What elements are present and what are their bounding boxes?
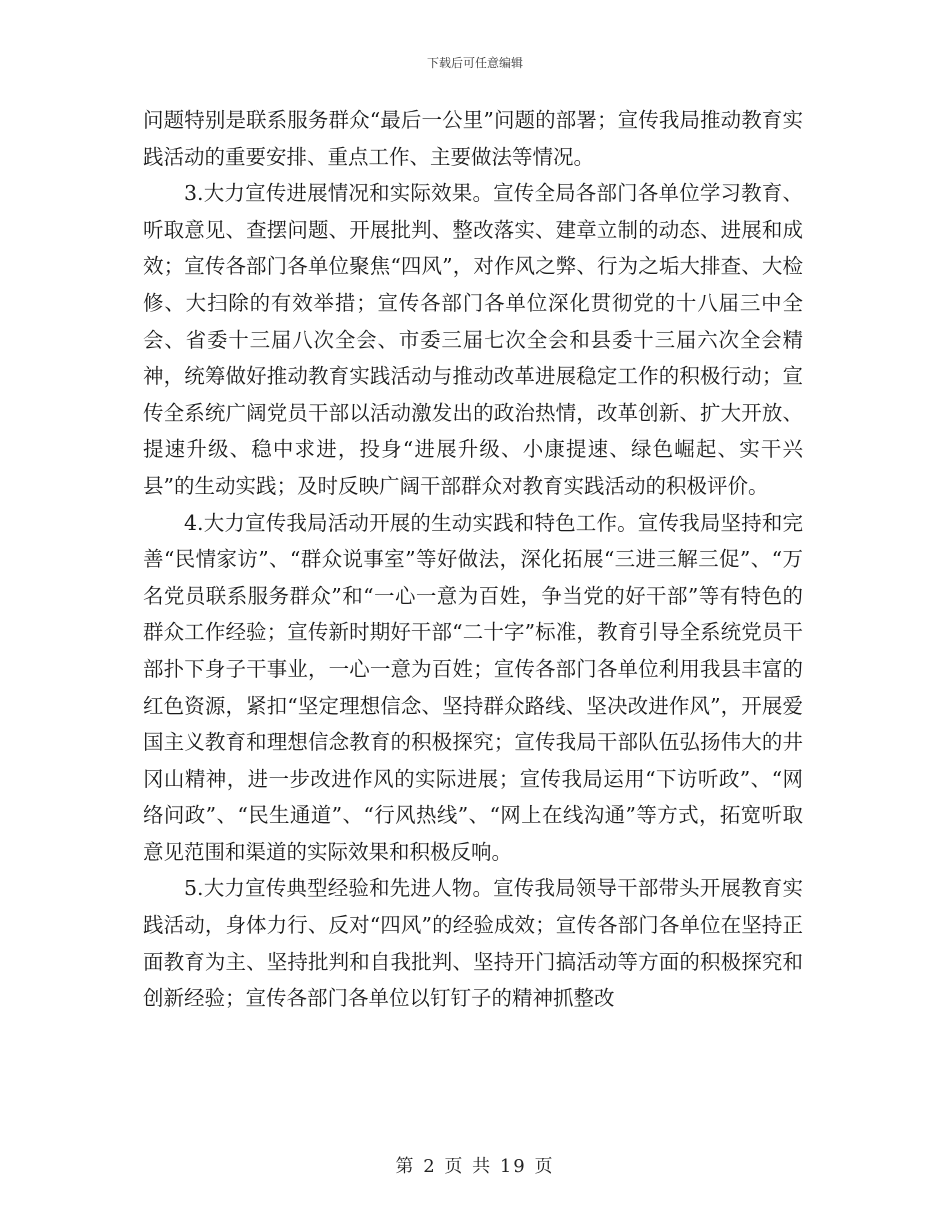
- paragraph-item-4: 4.大力宣传我局活动开展的生动实践和特色工作。宣传我局坚持和完善“民情家访”、“群众说事室”等好做法，深化拓展“三进三解三促”、“万名党员联系服务群众”和“一心一意为百姓，争当党的好干部”等有特色的群众工作经验；宣传新时期好干部“二十字”标准，教育引导全系统党员干部扑下身子干事业，一心一意为百姓；宣传各部门各单位利用我县丰富的红色资源，紧扣“坚定理想信念、坚持群众路线、坚决改进作风”，开展爱国主义教育和理想信念教育的积极探究；宣传我局干部队伍弘扬伟大的井冈山精神，进一步改进作风的实际进展；宣传我局运用“下访听政”、“网络问政”、“民生通道”、“行风热线”、“网上在线沟通”等方式，拓宽听取意见范围和渠道的实际效果和积极反响。: [143, 510, 803, 864]
- paragraph-item-5: 5.大力宣传典型经验和先进人物。宣传我局领导干部带头开展教育实践活动，身体力行、反对“四风”的经验成效；宣传各部门各单位在坚持正面教育为主、坚持批判和自我批判、坚持开门搞活动等方面的积极探究和创新经验；宣传各部门各单位以钉钉子的精神抓整改: [143, 876, 803, 1011]
- page-number: 第 2 页 共 19 页: [395, 1156, 555, 1177]
- paragraph-continuation: 问题特别是联系服务群众“最后一公里”问题的部署；宣传我局推动教育实践活动的重要安排、重点工作、主要做法等情况。: [143, 108, 803, 169]
- header-note: 下载后可任意编辑: [426, 56, 523, 70]
- document-body: [143, 102, 803, 1017]
- paragraph-item-3: 3.大力宣传进展情况和实际效果。宣传全局各部门各单位学习教育、听取意见、查摆问题、开展批判、整改落实、建章立制的动态、进展和成效；宣传各部门各单位聚焦“四风”，对作风之弊、行为之垢大排查、大检修、大扫除的有效举措；宣传各部门各单位深化贯彻党的十八届三中全会、省委十三届八次全会、市委三届七次全会和县委十三届六次全会精神，统筹做好推动教育实践活动与推动改革进展稳定工作的积极行动；宣传全系统广阔党员干部以活动激发出的政治热情，改革创新、扩大开放、提速升级、稳中求进，投身“进展升级、小康提速、绿色崛起、实干兴县”的生动实践；及时反映广阔干部群众对教育实践活动的积极评价。: [143, 181, 803, 498]
